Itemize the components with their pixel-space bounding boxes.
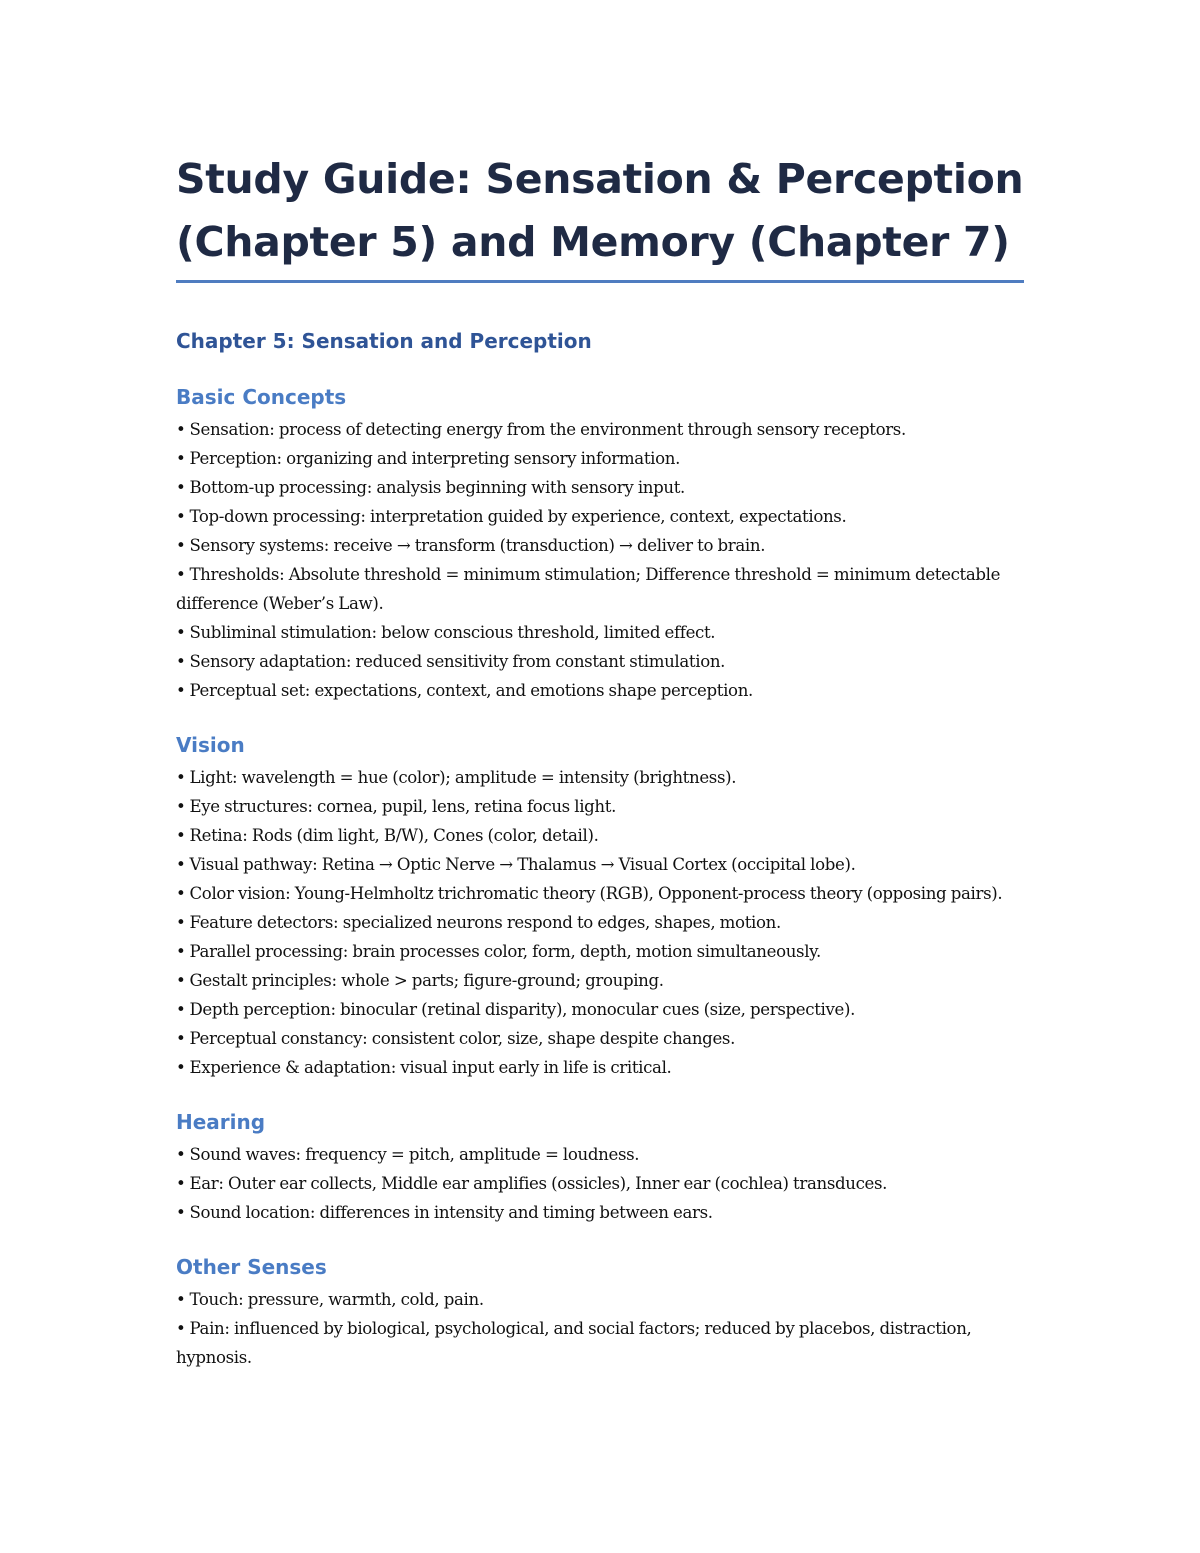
bullet-icon: • [176, 449, 186, 468]
bullet-icon: • [176, 681, 186, 700]
bullet-item [176, 995, 1024, 1024]
bullet-item [176, 908, 1024, 937]
section-heading: Other Senses [176, 1255, 327, 1279]
bullet-icon: • [176, 478, 186, 497]
bullet-icon: • [176, 942, 186, 961]
bullet-item [176, 821, 1024, 850]
document-title-line-1: Study Guide: Sensation & Perception [176, 155, 1024, 203]
bullet-text: Retina: Rods (dim light, B/W), Cones (color, detail). [189, 826, 599, 845]
bullet-text: Pain: influenced by biological, psychological, and social factors; reduced by placebos, distraction, hypnosis. [176, 1319, 972, 1367]
bullet-text: Experience & adaptation: visual input early in life is critical. [189, 1058, 672, 1077]
bullet-item [176, 966, 1024, 995]
bullet-text: Sensation: process of detecting energy from the environment through sensory receptors. [189, 420, 906, 439]
section-other-senses [176, 1253, 1024, 1372]
document-page [176, 148, 1024, 1372]
bullet-icon: • [176, 1145, 186, 1164]
bullet-icon: • [176, 826, 186, 845]
bullet-item [176, 560, 1024, 618]
bullet-text: Light: wavelength = hue (color); amplitude = intensity (brightness). [189, 768, 737, 787]
bullet-text: Gestalt principles: whole > parts; figure-ground; grouping. [189, 971, 664, 990]
bullet-text: Perception: organizing and interpreting sensory information. [189, 449, 680, 468]
bullet-item [176, 415, 1024, 444]
bullet-icon: • [176, 652, 186, 671]
bullet-text: Top-down processing: interpretation guided by experience, context, expectations. [189, 507, 847, 526]
bullet-icon: • [176, 768, 186, 787]
bullet-icon: • [176, 1000, 186, 1019]
bullet-icon: • [176, 1029, 186, 1048]
bullet-item [176, 792, 1024, 821]
bullet-text: Perceptual set: expectations, context, and emotions shape perception. [189, 681, 753, 700]
bullet-text: Sound waves: frequency = pitch, amplitude = loudness. [189, 1145, 640, 1164]
bullet-item [176, 937, 1024, 966]
bullet-text: Visual pathway: Retina → Optic Nerve → Thalamus → Visual Cortex (occipital lobe). [189, 855, 856, 874]
bullet-icon: • [176, 855, 186, 874]
bullet-item [176, 1169, 1024, 1198]
bullet-text: Bottom-up processing: analysis beginning with sensory input. [189, 478, 685, 497]
bullet-item [176, 1285, 1024, 1314]
section-basic-concepts [176, 383, 1024, 705]
bullet-item [176, 647, 1024, 676]
bullet-icon: • [176, 913, 186, 932]
bullet-text: Eye structures: cornea, pupil, lens, retina focus light. [189, 797, 617, 816]
bullet-icon: • [176, 1319, 186, 1338]
bullet-icon: • [176, 1058, 186, 1077]
bullet-icon: • [176, 1174, 186, 1193]
bullet-text: Feature detectors: specialized neurons respond to edges, shapes, motion. [189, 913, 781, 932]
bullet-item [176, 1198, 1024, 1227]
bullet-item [176, 444, 1024, 473]
bullet-text: Sensory systems: receive → transform (transduction) → deliver to brain. [189, 536, 766, 555]
bullet-item [176, 676, 1024, 705]
bullet-text: Parallel processing: brain processes color, form, depth, motion simultaneously. [189, 942, 821, 961]
bullet-item [176, 850, 1024, 879]
bullet-item [176, 1053, 1024, 1082]
bullet-item [176, 763, 1024, 792]
bullet-icon: • [176, 797, 186, 816]
section-hearing [176, 1108, 1024, 1227]
section-heading: Basic Concepts [176, 385, 347, 409]
bullet-item [176, 618, 1024, 647]
bullet-item [176, 1314, 1024, 1372]
bullet-icon: • [176, 565, 186, 584]
section-vision [176, 731, 1024, 1082]
bullet-item [176, 879, 1024, 908]
bullet-icon: • [176, 420, 186, 439]
chapter-heading: Chapter 5: Sensation and Perception [176, 329, 592, 353]
bullet-list [176, 763, 1024, 1082]
bullet-text: Perceptual constancy: consistent color, size, shape despite changes. [189, 1029, 736, 1048]
bullet-item [176, 531, 1024, 560]
bullet-item [176, 502, 1024, 531]
bullet-icon: • [176, 971, 186, 990]
bullet-text: Subliminal stimulation: below conscious threshold, limited effect. [189, 623, 716, 642]
bullet-list [176, 1285, 1024, 1372]
bullet-icon: • [176, 1203, 186, 1222]
sections-container [176, 383, 1024, 1372]
bullet-text: Sound location: differences in intensity and timing between ears. [189, 1203, 713, 1222]
bullet-list [176, 415, 1024, 705]
bullet-item [176, 1140, 1024, 1169]
bullet-item [176, 1024, 1024, 1053]
bullet-icon: • [176, 1290, 186, 1309]
bullet-icon: • [176, 536, 186, 555]
document-title [176, 148, 1024, 283]
bullet-text: Touch: pressure, warmth, cold, pain. [189, 1290, 484, 1309]
bullet-text: Color vision: Young-Helmholtz trichromatic theory (RGB), Opponent-process theory (opposing pairs). [189, 884, 1003, 903]
bullet-icon: • [176, 623, 186, 642]
bullet-list [176, 1140, 1024, 1227]
document-title-line-2: (Chapter 5) and Memory (Chapter 7) [176, 218, 1010, 266]
bullet-text: Depth perception: binocular (retinal disparity), monocular cues (size, perspective). [189, 1000, 856, 1019]
bullet-icon: • [176, 884, 186, 903]
bullet-item [176, 473, 1024, 502]
section-heading: Vision [176, 733, 245, 757]
bullet-text: Thresholds: Absolute threshold = minimum stimulation; Difference threshold = minimum detectable difference (Weber’s Law). [176, 565, 1001, 613]
bullet-icon: • [176, 507, 186, 526]
bullet-text: Ear: Outer ear collects, Middle ear amplifies (ossicles), Inner ear (cochlea) transduces. [189, 1174, 888, 1193]
section-heading: Hearing [176, 1110, 266, 1134]
bullet-text: Sensory adaptation: reduced sensitivity from constant stimulation. [189, 652, 726, 671]
